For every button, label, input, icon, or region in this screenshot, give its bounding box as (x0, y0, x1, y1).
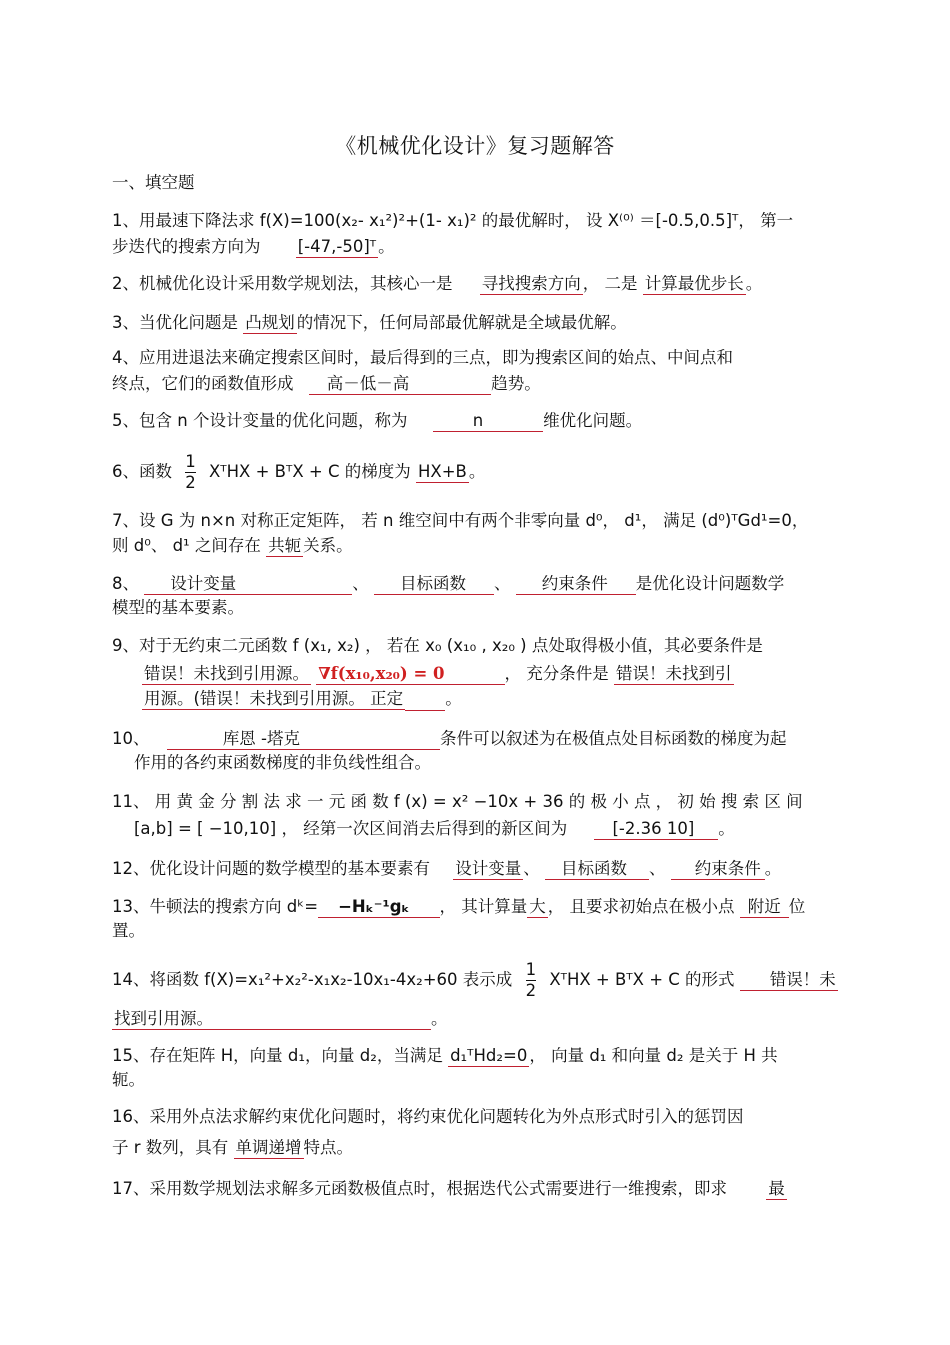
question-12-end: 。 (764, 859, 782, 878)
question-16-line-1: 16、采用外点法求解约束优化问题时，将约束优化问题转化为外点形式时引入的惩罚因 (112, 1107, 744, 1126)
fraction-numerator: 1 (185, 452, 196, 471)
question-5-post: 维优化问题。 (543, 411, 643, 430)
question-7-end: 关系。 (303, 536, 353, 555)
question-13-text: 13、牛顿法的搜索方向 dᵏ= (112, 897, 319, 916)
question-3-answer: 凸规划 (245, 313, 295, 332)
question-3-post: 的情况下，任何局部最优解就是全域最优解。 (296, 313, 627, 332)
question-17 (112, 1178, 787, 1200)
question-15-answer: d₁ᵀHd₂=0 (450, 1046, 528, 1065)
question-2-end: 。 (745, 274, 763, 293)
question-1-end: 。 (378, 237, 395, 256)
question-12-sep-2: 、 (649, 859, 666, 878)
question-12-sep-1: 、 (523, 859, 540, 878)
question-10-number: 10、 (112, 729, 150, 748)
question-9-blank (405, 688, 445, 711)
question-13-mid-2: ， 且要求初始点在极小点 (547, 897, 735, 916)
question-1-line-2 (112, 236, 395, 258)
question-12-answer-3: 约束条件 (671, 859, 765, 880)
question-10-post: 条件可以叙述为在极值点处目标函数的梯度为起 (439, 729, 787, 748)
question-6-expression: XᵀHX + BᵀX + C 的梯度为 (209, 462, 411, 481)
question-12-answer-1: 设计变量 (455, 859, 522, 878)
document-title: 《机械优化设计》复习题解答 (335, 134, 615, 158)
question-13-answer: −Hₖ⁻¹gₖ (318, 897, 439, 918)
question-15-post: ， 向量 d₁ 和向量 d₂ 是关于 H 共 (529, 1046, 778, 1065)
question-14-line-1 (112, 960, 838, 1001)
question-8-answer-1: 设计变量 (144, 574, 352, 595)
question-16-line-2 (112, 1137, 353, 1159)
question-6-fraction (185, 452, 196, 493)
question-4-end: 趋势。 (491, 374, 541, 393)
question-16-end: 特点。 (303, 1138, 354, 1157)
question-9-error-1: 错误！未找到引用源。 (144, 664, 309, 683)
question-6-end: 。 (468, 462, 486, 481)
question-11-end: 。 (718, 819, 735, 838)
question-14-answer: 错误！未 (740, 970, 838, 991)
question-9-line-3 (142, 688, 462, 711)
question-14-fraction (526, 960, 537, 1001)
question-9-end: 。 (445, 689, 462, 708)
question-14-answer-cont: 找到引用源。 (112, 1009, 431, 1030)
question-1-answer: [-47,-50]ᵀ (297, 237, 377, 256)
question-14-text: 14、将函数 f(X)=x₁²+x₂²-x₁x₂-10x₁-4x₂+60 表示成 (112, 970, 513, 989)
question-2-text: 2、机械优化设计采用数学规划法，其核心一是 (112, 274, 453, 293)
question-8-sep-1: 、 (352, 574, 369, 593)
question-15-text: 15、存在矩阵 H，向量 d₁，向量 d₂，当满足 (112, 1046, 443, 1065)
question-5 (112, 410, 642, 432)
question-11-line-2 (134, 818, 735, 840)
question-7-line-2 (112, 535, 353, 557)
question-7-answer: 共轭 (268, 536, 302, 555)
question-15-line-1 (112, 1045, 778, 1067)
question-13-mid: ， 其计算量 (439, 897, 528, 916)
question-8-answer-2: 目标函数 (374, 574, 494, 595)
question-4-text: 终点，它们的函数值形成 (112, 374, 294, 393)
question-15-line-2: 轭。 (112, 1070, 145, 1089)
question-8-post: 是优化设计问题数学 (635, 574, 785, 593)
question-9-line-1: 9、对于无约束二元函数 f (x₁, x₂) ， 若在 x₀ (x₁₀ , x₂₀ ) 点处取得极小值，其必要条件是 (112, 636, 763, 655)
question-4-answer: 高－低－高 (309, 374, 492, 395)
fraction-denominator: 2 (185, 473, 196, 492)
question-9-line-2 (142, 663, 734, 685)
question-13-line-2: 置。 (112, 921, 145, 940)
question-1-text: 步迭代的搜索方向为 (112, 237, 261, 256)
question-13-answer-2: 大 (529, 897, 546, 916)
question-12-answer-2: 目标函数 (545, 859, 649, 880)
question-11-answer: [-2.36 10] (594, 819, 718, 840)
question-14-line-2 (112, 1008, 448, 1030)
question-13-end: 位 (788, 897, 806, 916)
question-9-error-2: 错误！未找到引 (616, 664, 732, 683)
fraction-denominator: 2 (525, 981, 537, 1000)
question-9-gradient-condition: ∇f(x₁₀,x₂₀) = 0 (316, 664, 504, 685)
question-11-line-1: 11、 用 黄 金 分 割 法 求 一 元 函 数 f (x) = x² −10x + 36 的 极 小 点 ， 初 始 搜 索 区 间 (112, 792, 803, 811)
question-11-text: [a,b] = [ −10,10] ， 经第一次区间消去后得到的新区间为 (134, 819, 568, 838)
question-8-sep-2: 、 (494, 574, 511, 593)
question-12-text: 12、优化设计问题的数学模型的基本要素有 (112, 859, 430, 878)
question-5-answer: n (433, 411, 543, 432)
question-8-answer-3: 约束条件 (516, 574, 636, 595)
question-9-mid: ， 充分条件是 (504, 664, 609, 683)
question-6-answer: HX+B (417, 462, 467, 481)
question-4-line-2 (112, 373, 541, 395)
question-12 (112, 858, 781, 880)
question-3-text: 3、当优化问题是 (112, 313, 238, 332)
question-7-line-1: 7、设 G 为 n×n 对称正定矩阵， 若 n 维空间中有两个非零向量 d⁰， d¹， 满足 (d⁰)ᵀGd¹=0， (112, 511, 809, 530)
question-10-line-1 (112, 728, 786, 750)
question-14-end: 。 (431, 1009, 448, 1028)
question-17-text: 17、采用数学规划法求解多元函数极值点时，根据迭代公式需要进行一维搜索，即求 (112, 1179, 727, 1198)
fraction-numerator: 1 (525, 960, 537, 979)
question-1-line-1: 1、用最速下降法求 f(X)=100(x₂- x₁²)²+(1- x₁)² 的最优解时， 设 X⁽⁰⁾ ＝[-0.5,0.5]ᵀ， 第一 (112, 211, 794, 230)
question-3 (112, 312, 627, 334)
question-16-text: 子 r 数列，具有 (112, 1138, 229, 1157)
question-10-line-2: 作用的各约束函数梯度的非负线性组合。 (134, 753, 431, 772)
question-13-line-1 (112, 896, 805, 918)
question-16-answer: 单调递增 (235, 1138, 302, 1157)
question-2 (112, 273, 762, 295)
question-6-text: 6、函数 (112, 462, 172, 481)
question-4-line-1: 4、应用进退法来确定搜索区间时，最后得到的三点，即为搜索区间的始点、中间点和 (112, 348, 733, 367)
question-8-line-2: 模型的基本要素。 (112, 598, 244, 617)
question-5-text: 5、包含 n 个设计变量的优化问题，称为 (112, 411, 408, 430)
question-13-answer-3: 附近 (740, 897, 789, 918)
question-2-answer-2: 计算最优步长 (644, 274, 744, 293)
question-14-expression: XᵀHX + BᵀX + C 的形式 (549, 970, 735, 989)
question-17-answer: 最 (768, 1179, 785, 1198)
question-6 (112, 452, 485, 493)
question-7-text: 则 d⁰、 d¹ 之间存在 (112, 536, 261, 555)
question-2-answer-1: 寻找搜索方向 (481, 274, 581, 293)
section-heading: 一、填空题 (112, 173, 195, 192)
question-9-answer: 用源。(错误！未找到引用源。 正定 (144, 689, 404, 708)
question-8-number: 8、 (112, 574, 139, 593)
question-2-mid: ， 二是 (582, 274, 638, 293)
question-10-answer: 库恩 -塔克 (167, 729, 440, 750)
question-8-line-1 (112, 573, 784, 595)
